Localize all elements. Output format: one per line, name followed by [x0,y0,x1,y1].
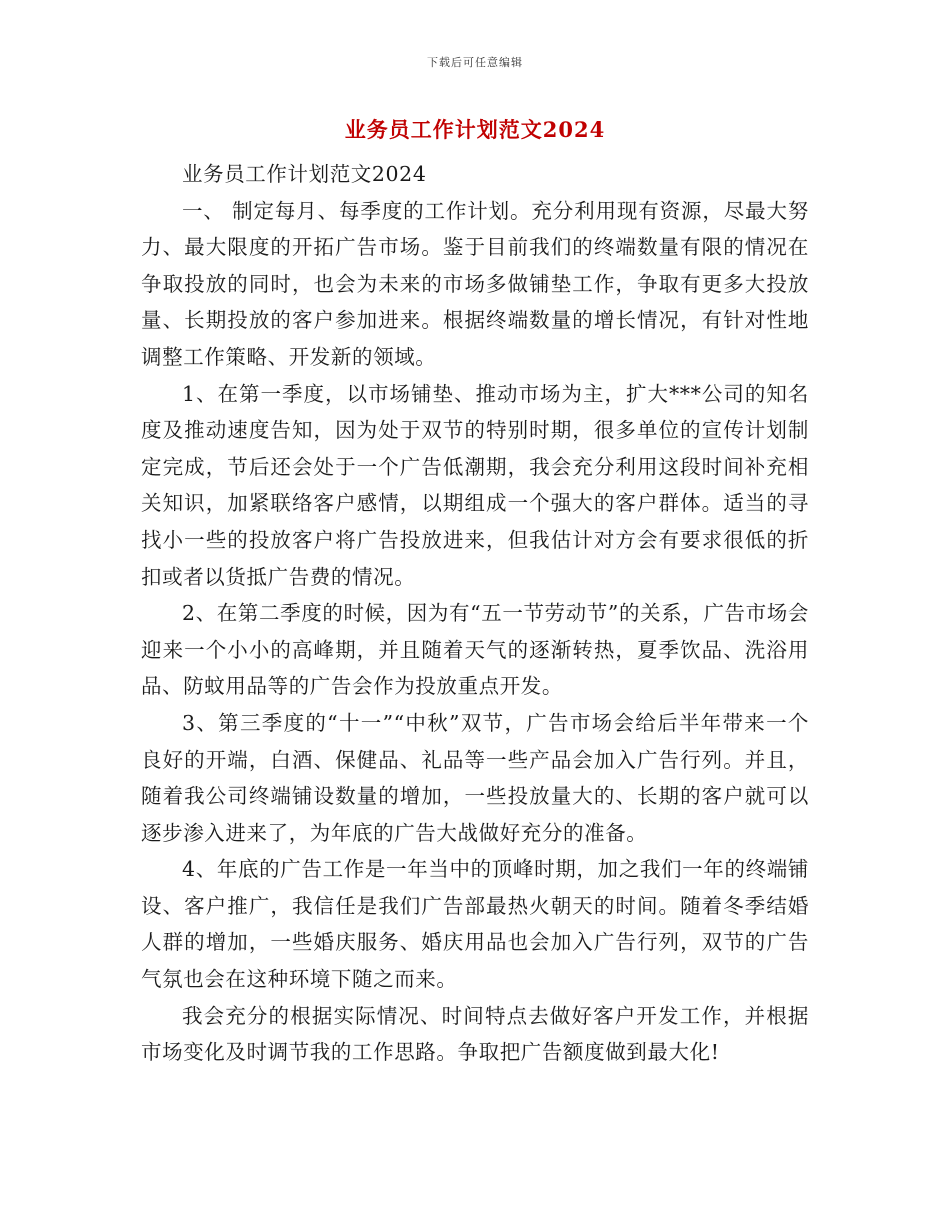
document-title: 业务员工作计划范文2024 [344,117,606,142]
document-body [141,156,809,1071]
paragraph-subtitle: 业务员工作计划范文2024 [182,162,427,186]
paragraph-q4: 4、年底的广告工作是一年当中的顶峰时期，加之我们一年的终端铺设、客户推广，我信任是我们广告部最热火朝天的时间。随着冬季结婚人群的增加，一些婚庆服务、婚庆用品也会加入广告行列，双节的广告气氛也会在这种环境下随之而来。 [141,857,809,992]
paragraph-q1: 1、在第一季度，以市场铺垫、推动市场为主，扩大***公司的知名度及推动速度告知，因为处于双节的特别时期，很多单位的宣传计划制定完成，节后还会处于一个广告低潮期，我会充分利用这段时间补充相关知识，加紧联络客户感情，以期组成一个强大的客户群体。适当的寻找小一些的投放客户将广告投放进来，但我估计对方会有要求很低的折扣或者以货抵广告费的情况。 [141,381,809,589]
header-note: 下载后可任意编辑 [427,56,523,69]
paragraph-conclusion: 我会充分的根据实际情况、时间特点去做好客户开发工作，并根据市场变化及时调节我的工作思路。争取把广告额度做到最大化! [141,1003,809,1065]
paragraph-q3: 3、第三季度的“十一”“中秋”双节，广告市场会给后半年带来一个良好的开端，白酒、保健品、礼品等一些产品会加入广告行列。并且，随着我公司终端铺设数量的增加，一些投放量大的、长期的客户就可以逐步渗入进来了，为年底的广告大战做好充分的准备。 [141,710,809,845]
paragraph-q2: 2、在第二季度的时候，因为有“五一节劳动节”的关系，广告市场会迎来一个小小的高峰期，并且随着天气的逐渐转热，夏季饮品、洗浴用品、防蚊用品等的广告会作为投放重点开发。 [141,601,809,699]
paragraph-intro: 一、 制定每月、每季度的工作计划。充分利用现有资源，尽最大努力、最大限度的开拓广告市场。鉴于目前我们的终端数量有限的情况在争取投放的同时，也会为未来的市场多做铺垫工作，争取有更多大投放量、长期投放的客户参加进来。根据终端数量的增长情况，有针对性地调整工作策略、开发新的领域。 [141,198,809,369]
